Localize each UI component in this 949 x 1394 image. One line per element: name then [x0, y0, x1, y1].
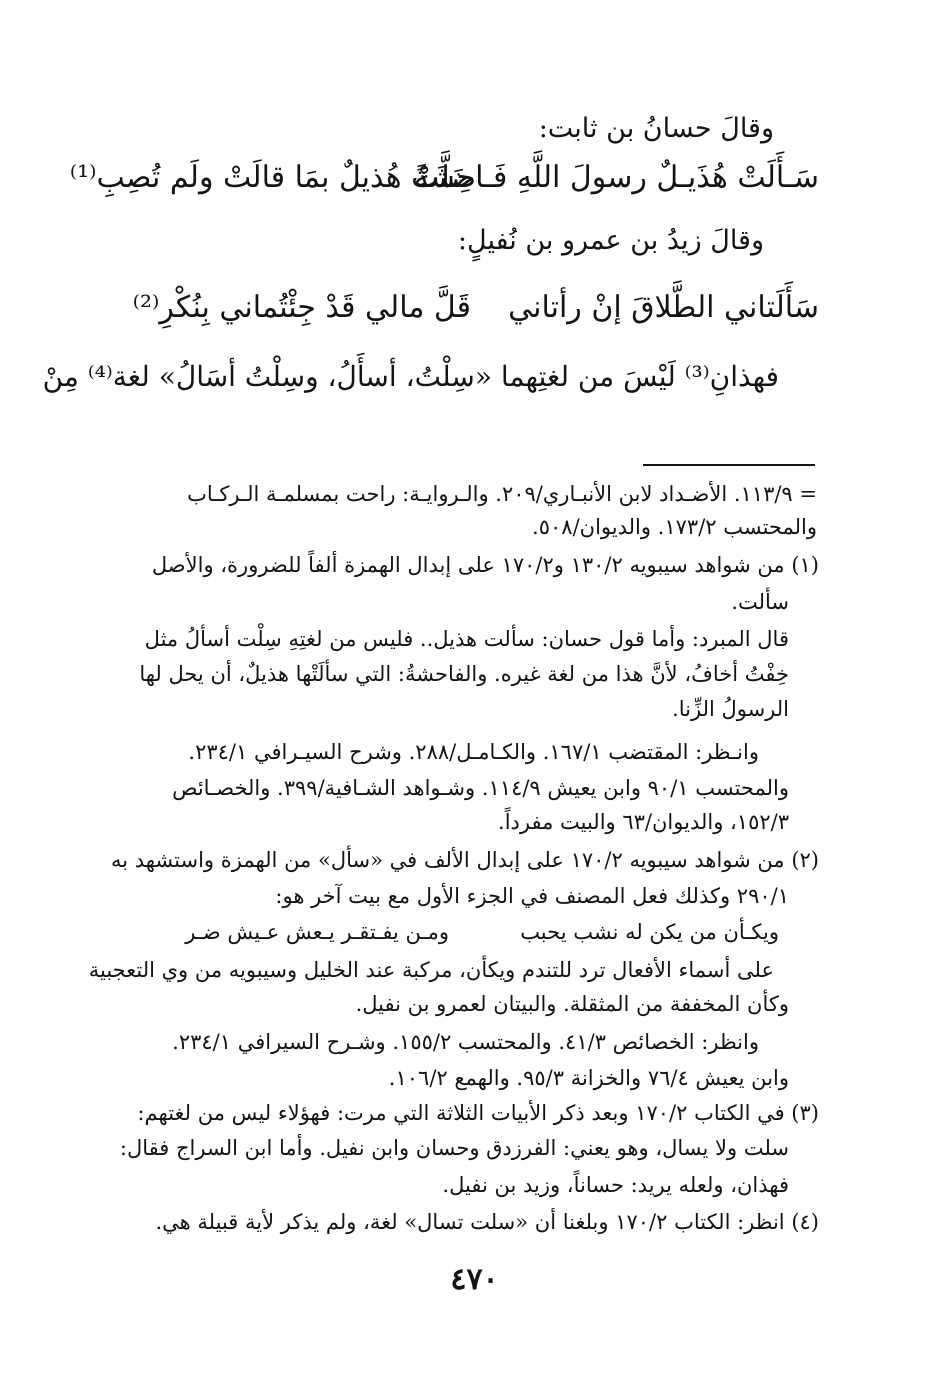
footnote-2-line: (٢) من شواهد سيبويه ١٧٠/٢ على إبدال الألف في «سأل» من الهمزة واستشهد به — [110, 848, 819, 872]
footnote-1-line: ١٥٢/٣، والديوان/٦٣ والبيت مفرداً. — [498, 810, 789, 834]
intro-hassan: وقالَ حسانُ بن ثابت: — [538, 113, 774, 144]
footnote-1-line: والمحتسب ٩٠/١ وابن يعيش ١١٤/٩. وشـواهد الشـافية/٣٩٩. والخصـائص — [172, 776, 789, 800]
verse1-first-hemistich: سَـأَلَتْ هُذَيـلٌ رسولَ اللَّهِ فَـاحِشَةً — [413, 160, 819, 195]
footnote-carryover-line: = ١١٣/٩. الأضـداد لابن الأنبـاري/٢٠٩. والـروايـة: راحت بمسلمـة الـركـاب — [187, 482, 817, 506]
footnote-1-line: وانـظر: المقتضب ١٦٧/١. والكـامـل/٢٨٨. وشرح السيـرافي ٢٣٤/١. — [188, 740, 759, 764]
footnote-3-line: (٣) في الكتاب ١٧٠/٢ وبعد ذكر الأبيات الثلاثة التي مرت: فهؤلاء ليس من لغتهم: — [137, 1101, 819, 1125]
footnote-2-line: وابن يعيش ٧٦/٤ والخزانة ٩٥/٣. والهمع ١٠٦/٢. — [388, 1066, 789, 1090]
footnote-separator — [643, 464, 815, 466]
footnote-1-line: سألت. — [731, 590, 789, 614]
footnote-1-line: خِفْتُ أخافُ، لأنَّ هذا من لغة غيره. والفاحشةُ: التي سألَتْها هذيلٌ، أن يحل لها — [139, 662, 789, 686]
footnote-carryover-line: والمحتسب ١٧٣/٢. والديوان/٥٠٨. — [532, 515, 817, 539]
footnote-2-line: وكأن المخففة من المثقلة. والبيتان لعمرو بن نفيل. — [355, 992, 789, 1016]
prose-line: فهذانِ⁽³⁾ لَيْسَ من لغتِهما «سِلْتُ، أسأَلُ، وسِلْتُ أسَالُ» لغة⁽⁴⁾ مِنْ — [42, 360, 779, 393]
page-number: ٤٧٠ — [450, 1262, 499, 1297]
footnote-1-line: (١) من شواهد سيبويه ١٣٠/٢ و١٧٠/٢ على إبدال الهمزة ألفاً للضرورة، والأصل — [151, 553, 819, 577]
footnote-2-verse-second: ومـن يفـتقـر يـعش عـيش ضـر — [185, 920, 449, 944]
footnote-1-line: الرسولُ الزِّنا. — [672, 697, 789, 721]
footnote-4-line: (٤) انظر: الكتاب ١٧٠/٢ وبلغنا أن «سلت تسال» لغة، ولم يذكر لأية قبيلة هي. — [155, 1210, 819, 1234]
verse2-second-hemistich: قَلَّ مالي قَدْ جِئْتُماني بِنُكْرِ⁽²⁾ — [132, 290, 471, 325]
footnote-2-line: وانظر: الخصائص ٤١/٣. والمحتسب ١٥٥/٢. وشـرح السيرافي ٢٣٤/١. — [172, 1030, 759, 1054]
intro-zayd: وقالَ زيدُ بن عمرو بن نُفيلٍ: — [457, 225, 764, 256]
verse2-first-hemistich: سَأَلَتاني الطَّلاقَ إنْ رأتاني — [508, 290, 819, 325]
footnote-1-line: قال المبرد: وأما قول حسان: سألت هذيل.. فليس من لغتِهِ سِلْت أسألُ مثل — [144, 627, 789, 651]
footnote-3-line: سلت ولا يسال، وهو يعني: الفرزدق وحسان وابن نفيل. وأما ابن السراج فقال: — [119, 1136, 789, 1160]
footnote-2-line: على أسماء الأفعال ترد للتندم ويكأن، مركبة عند الخليل وسيبويه من وي التعجبية — [88, 958, 774, 982]
verse1-second-hemistich: ضَلَّتْ هُذيلٌ بمَا قالَتْ ولَم تُصِبِ⁽¹⁾ — [69, 160, 476, 195]
footnote-2-line: ٢٩٠/١ وكذلك فعل المصنف في الجزء الأول مع بيت آخر هو: — [275, 884, 789, 908]
footnote-3-line: فهذان، ولعله يريد: حساناً، وزيد بن نفيل. — [442, 1173, 789, 1197]
footnote-2-verse-first: ويكـأن من يكن له نشب يحبب — [520, 920, 779, 944]
